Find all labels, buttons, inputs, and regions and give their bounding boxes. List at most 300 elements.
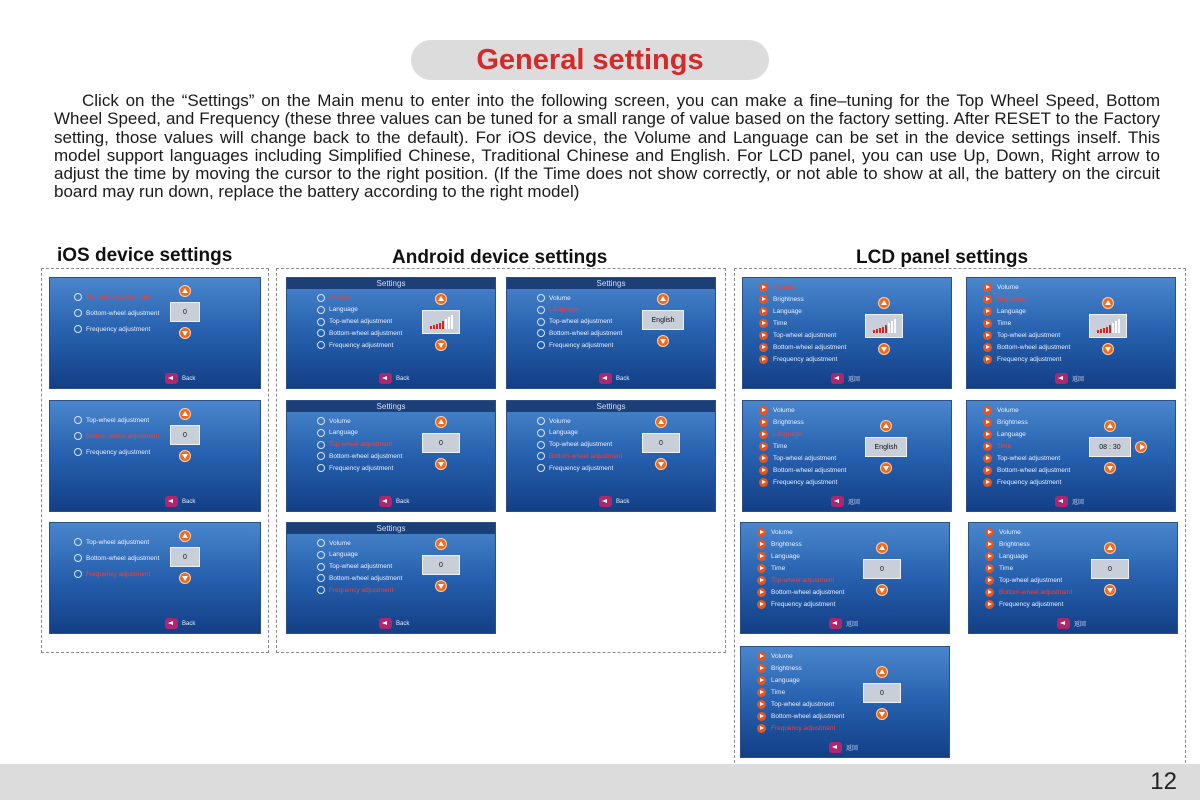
menu-item[interactable]	[983, 406, 1019, 415]
menu-item[interactable]	[759, 319, 787, 328]
settings-screen	[966, 400, 1176, 512]
back-icon	[165, 373, 178, 384]
value-display	[1089, 314, 1127, 338]
menu-item[interactable]	[759, 454, 836, 463]
menu-item[interactable]	[757, 688, 785, 697]
back-button[interactable]	[379, 373, 409, 384]
orange-bullet-icon	[983, 442, 992, 451]
down-arrow-icon[interactable]	[179, 327, 191, 339]
settings-screen	[286, 400, 496, 512]
back-icon	[379, 618, 392, 629]
menu-item[interactable]	[983, 295, 1028, 304]
orange-bullet-icon	[757, 724, 766, 733]
orange-bullet-icon	[759, 319, 768, 328]
android-section-title: Android device settings	[392, 247, 608, 268]
back-label: 返回	[1072, 377, 1085, 383]
back-button[interactable]	[165, 618, 195, 629]
down-arrow-icon[interactable]	[657, 335, 669, 347]
menu-item[interactable]	[983, 331, 1060, 340]
orange-bullet-icon	[759, 418, 768, 427]
orange-bullet-icon	[985, 528, 994, 537]
menu-item[interactable]	[317, 329, 402, 337]
title-banner	[411, 40, 769, 80]
menu-item[interactable]	[757, 652, 793, 661]
menu-item-label: Bottom-wheel adjustment	[771, 713, 845, 720]
menu-item[interactable]	[757, 712, 844, 721]
up-arrow-icon[interactable]	[435, 538, 447, 550]
back-label: Back	[182, 375, 196, 382]
value-display	[422, 310, 460, 334]
orange-bullet-icon	[757, 552, 766, 561]
menu-item-label: Frequency adjustment	[549, 341, 614, 349]
menu-item[interactable]	[757, 700, 834, 709]
menu-item[interactable]	[757, 576, 834, 585]
menu-item-label: Time	[999, 565, 1014, 572]
value-text: 0	[183, 553, 187, 561]
value-text: 0	[880, 565, 884, 573]
menu-item-label: Bottom-wheel adjustment	[329, 329, 403, 337]
setting-icon	[317, 539, 325, 547]
setting-icon	[74, 293, 82, 301]
menu-item-label: Top-wheel adjustment	[329, 318, 393, 326]
menu-item[interactable]	[537, 417, 571, 425]
menu-item[interactable]	[983, 343, 1070, 352]
menu-item-label: Bottom-wheel adjustment	[86, 554, 160, 562]
menu-item[interactable]	[74, 570, 150, 578]
orange-bullet-icon	[757, 528, 766, 537]
value-display	[865, 437, 907, 457]
settings-screen	[966, 277, 1176, 389]
settings-screen	[742, 400, 952, 512]
orange-bullet-icon	[759, 430, 768, 439]
back-button[interactable]	[831, 496, 860, 507]
menu-item-label: Volume	[771, 653, 793, 660]
menu-item[interactable]	[983, 307, 1026, 316]
value-display	[422, 433, 460, 453]
menu-item-label: Top-wheel adjustment	[771, 701, 835, 708]
back-label: 返回	[1072, 500, 1085, 506]
menu-item[interactable]	[74, 293, 149, 301]
menu-item[interactable]	[985, 540, 1030, 549]
menu-item[interactable]	[983, 319, 1011, 328]
menu-item-label: Bottom-wheel adjustment	[329, 452, 403, 460]
menu-item-label: Top-wheel adjustment	[86, 538, 150, 546]
menu-item-label: Frequency adjustment	[997, 479, 1062, 486]
menu-item-label: Brightness	[771, 541, 802, 548]
orange-bullet-icon	[757, 700, 766, 709]
orange-bullet-icon	[983, 355, 992, 364]
menu-item[interactable]	[757, 664, 802, 673]
orange-bullet-icon	[757, 540, 766, 549]
menu-item-label: Volume	[773, 407, 795, 414]
down-arrow-icon[interactable]	[1102, 343, 1114, 355]
setting-icon	[317, 341, 325, 349]
menu-item[interactable]	[759, 283, 795, 292]
menu-item-label: Volume	[997, 284, 1019, 291]
menu-item[interactable]	[759, 466, 846, 475]
menu-item-label: Bottom-wheel adjustment	[773, 344, 847, 351]
settings-screen	[49, 522, 261, 634]
up-arrow-icon[interactable]	[657, 293, 669, 305]
orange-bullet-icon	[985, 588, 994, 597]
down-arrow-icon[interactable]	[435, 580, 447, 592]
menu-item-label: Top-wheel adjustment	[773, 455, 837, 462]
menu-item[interactable]	[759, 430, 802, 439]
menu-item-label: Language	[997, 431, 1026, 438]
menu-item-label: Top-wheel adjustment	[549, 441, 613, 449]
menu-item[interactable]	[757, 676, 800, 685]
menu-item-label: Brightness	[773, 419, 804, 426]
menu-item-label: Language	[549, 306, 578, 314]
orange-bullet-icon	[759, 406, 768, 415]
menu-item[interactable]	[317, 452, 402, 460]
value-display	[642, 310, 684, 330]
menu-item[interactable]	[317, 341, 393, 349]
menu-item[interactable]	[757, 528, 793, 537]
orange-bullet-icon	[759, 343, 768, 352]
setting-icon	[317, 563, 325, 571]
settings-screen	[286, 522, 496, 634]
menu-item-label: Top-wheel adjustment	[997, 332, 1061, 339]
menu-item-label: Brightness	[997, 419, 1028, 426]
up-arrow-icon[interactable]	[655, 416, 667, 428]
volume-bars-icon	[873, 319, 896, 333]
orange-bullet-icon	[983, 343, 992, 352]
orange-bullet-icon	[757, 676, 766, 685]
back-button[interactable]	[829, 618, 858, 629]
back-label: Back	[616, 498, 630, 505]
back-icon	[379, 373, 392, 384]
menu-item[interactable]	[537, 452, 622, 460]
back-button[interactable]	[379, 496, 409, 507]
menu-item-label: Bottom-wheel adjustment	[997, 344, 1071, 351]
down-arrow-icon[interactable]	[655, 458, 667, 470]
menu-item-label: Volume	[329, 417, 351, 425]
setting-icon	[537, 464, 545, 472]
up-arrow-icon[interactable]	[876, 666, 888, 678]
orange-bullet-icon	[757, 576, 766, 585]
setting-icon	[317, 329, 325, 337]
menu-item-label: Top-wheel adjustment	[997, 455, 1061, 462]
menu-item-label: Language	[771, 553, 800, 560]
menu-item[interactable]	[985, 576, 1062, 585]
menu-item[interactable]	[759, 295, 804, 304]
setting-icon	[537, 329, 545, 337]
right-arrow-icon[interactable]	[1135, 441, 1147, 453]
menu-item[interactable]	[537, 441, 612, 449]
menu-item[interactable]	[983, 418, 1028, 427]
back-label: Back	[182, 620, 196, 627]
menu-item-label: Top-wheel adjustment	[86, 416, 150, 424]
menu-item[interactable]	[537, 329, 622, 337]
value-display	[170, 547, 200, 567]
down-arrow-icon[interactable]	[880, 462, 892, 474]
menu-item[interactable]	[983, 430, 1026, 439]
menu-item-label: Top-wheel adjustment	[771, 577, 835, 584]
orange-bullet-icon	[759, 466, 768, 475]
setting-icon	[74, 325, 82, 333]
settings-screen	[506, 400, 716, 512]
up-arrow-icon[interactable]	[179, 285, 191, 297]
setting-icon	[317, 586, 325, 594]
intro-paragraph: Click on the “Settings” on the Main menu to enter into the following screen, you can make a fine–tuning for the Top Wheel Speed, Bottom Wheel Speed, and Frequency (these three values can be tuned for a small range of value based on the factory setting. After RESET to the Factory setting, those values will change back to the default). For iOS device, the Volume and Language can be set in the device settings inself. This model support languages including Simplified Chinese, Traditional Chinese and English. For LCD panel, you can use Up, Down, Right arrow to adjust the time by moving the cursor to the right position. (If the Time does not show correctly, or not able to show at all, the battery on the circuit board may run down, replace the battery according to the right model)	[54, 91, 1160, 202]
orange-bullet-icon	[757, 588, 766, 597]
menu-item[interactable]	[537, 429, 578, 437]
menu-item-label: Bottom-wheel adjustment	[773, 467, 847, 474]
menu-item[interactable]	[757, 540, 802, 549]
menu-item[interactable]	[317, 464, 393, 472]
back-button[interactable]	[1057, 618, 1086, 629]
orange-bullet-icon	[983, 466, 992, 475]
back-label: 返回	[846, 746, 859, 752]
screen-header: Settings	[287, 523, 495, 534]
menu-item[interactable]	[317, 318, 392, 326]
menu-item[interactable]	[985, 564, 1013, 573]
up-arrow-icon[interactable]	[1104, 420, 1116, 432]
settings-screen	[286, 277, 496, 389]
menu-item[interactable]	[985, 528, 1021, 537]
orange-bullet-icon	[983, 307, 992, 316]
menu-item-label: Language	[329, 429, 358, 437]
menu-item-label: Frequency adjustment	[329, 586, 394, 594]
back-icon	[829, 742, 842, 753]
menu-item-label: Time	[773, 443, 788, 450]
back-button[interactable]	[165, 373, 195, 384]
menu-item[interactable]	[985, 588, 1072, 597]
orange-bullet-icon	[759, 442, 768, 451]
up-arrow-icon[interactable]	[880, 420, 892, 432]
back-label: Back	[616, 375, 630, 382]
back-button[interactable]	[1055, 373, 1084, 384]
down-arrow-icon[interactable]	[876, 708, 888, 720]
menu-item[interactable]	[983, 466, 1070, 475]
orange-bullet-icon	[983, 430, 992, 439]
menu-item[interactable]	[74, 309, 159, 317]
orange-bullet-icon	[757, 652, 766, 661]
down-arrow-icon[interactable]	[435, 458, 447, 470]
menu-item[interactable]	[983, 283, 1019, 292]
menu-item[interactable]	[983, 442, 1011, 451]
back-label: Back	[182, 498, 196, 505]
menu-item[interactable]	[757, 600, 835, 609]
orange-bullet-icon	[759, 478, 768, 487]
setting-icon	[74, 448, 82, 456]
menu-item-label: Time	[773, 320, 788, 327]
setting-icon	[317, 574, 325, 582]
setting-icon	[537, 429, 545, 437]
back-icon	[165, 496, 178, 507]
up-arrow-icon[interactable]	[1102, 297, 1114, 309]
menu-item[interactable]	[757, 588, 844, 597]
back-icon	[1055, 496, 1068, 507]
menu-item[interactable]	[759, 406, 795, 415]
menu-item[interactable]	[985, 600, 1063, 609]
down-arrow-icon[interactable]	[435, 339, 447, 351]
up-arrow-icon[interactable]	[876, 542, 888, 554]
up-arrow-icon[interactable]	[435, 416, 447, 428]
menu-item[interactable]	[759, 418, 804, 427]
settings-screen	[49, 400, 261, 512]
menu-item-label: Volume	[771, 529, 793, 536]
menu-item-label: Volume	[329, 294, 351, 302]
back-button[interactable]	[599, 373, 629, 384]
orange-bullet-icon	[985, 576, 994, 585]
menu-item[interactable]	[317, 306, 358, 314]
value-display	[863, 559, 901, 579]
menu-item[interactable]	[757, 564, 785, 573]
menu-item-label: Frequency adjustment	[86, 448, 151, 456]
setting-icon	[537, 318, 545, 326]
menu-item-label: Top-wheel adjustment	[999, 577, 1063, 584]
menu-item[interactable]	[759, 442, 787, 451]
back-button[interactable]	[165, 496, 195, 507]
setting-icon	[317, 417, 325, 425]
menu-item[interactable]	[317, 441, 392, 449]
menu-item[interactable]	[759, 343, 846, 352]
menu-item[interactable]	[983, 355, 1061, 364]
orange-bullet-icon	[983, 478, 992, 487]
back-icon	[379, 496, 392, 507]
down-arrow-icon[interactable]	[179, 572, 191, 584]
menu-item-label: Time	[997, 443, 1012, 450]
menu-item[interactable]	[317, 586, 393, 594]
menu-item-label: Brightness	[999, 541, 1030, 548]
orange-bullet-icon	[983, 418, 992, 427]
back-label: 返回	[1074, 622, 1087, 628]
menu-item-label: Language	[771, 677, 800, 684]
menu-item[interactable]	[983, 478, 1061, 487]
orange-bullet-icon	[759, 295, 768, 304]
menu-item[interactable]	[537, 464, 613, 472]
menu-item-label: Time	[771, 565, 786, 572]
menu-item-label: Volume	[997, 407, 1019, 414]
settings-screen	[49, 277, 261, 389]
setting-icon	[317, 318, 325, 326]
menu-item-label: Frequency adjustment	[329, 341, 394, 349]
menu-item[interactable]	[537, 318, 612, 326]
menu-item-label: Time	[997, 320, 1012, 327]
menu-item[interactable]	[74, 325, 150, 333]
value-display	[1091, 559, 1129, 579]
menu-item-label: Bottom-wheel adjustment	[549, 329, 623, 337]
orange-bullet-icon	[757, 664, 766, 673]
screen-header: Settings	[287, 278, 495, 289]
back-button[interactable]	[829, 742, 858, 753]
value-text: 0	[183, 308, 187, 316]
setting-icon	[537, 452, 545, 460]
settings-screen	[740, 522, 950, 634]
setting-icon	[317, 306, 325, 314]
value-display	[422, 555, 460, 575]
orange-bullet-icon	[983, 406, 992, 415]
menu-item[interactable]	[317, 417, 351, 425]
menu-item[interactable]	[317, 429, 358, 437]
down-arrow-icon[interactable]	[876, 584, 888, 596]
menu-item[interactable]	[759, 331, 836, 340]
menu-item[interactable]	[317, 539, 351, 547]
page-number: 12	[1150, 768, 1177, 795]
setting-icon	[317, 464, 325, 472]
menu-item[interactable]	[757, 724, 835, 733]
up-arrow-icon[interactable]	[1104, 542, 1116, 554]
down-arrow-icon[interactable]	[179, 450, 191, 462]
menu-item[interactable]	[74, 432, 159, 440]
up-arrow-icon[interactable]	[179, 530, 191, 542]
menu-item-label: Volume	[329, 539, 351, 547]
menu-item[interactable]	[759, 478, 837, 487]
setting-icon	[74, 309, 82, 317]
orange-bullet-icon	[757, 712, 766, 721]
back-button[interactable]	[379, 618, 409, 629]
menu-item[interactable]	[317, 563, 392, 571]
setting-icon	[74, 416, 82, 424]
down-arrow-icon[interactable]	[1104, 584, 1116, 596]
menu-item[interactable]	[985, 552, 1028, 561]
orange-bullet-icon	[983, 283, 992, 292]
back-icon	[599, 496, 612, 507]
menu-item-label: Language	[329, 551, 358, 559]
menu-item[interactable]	[537, 294, 571, 302]
value-display	[170, 425, 200, 445]
down-arrow-icon[interactable]	[1104, 462, 1116, 474]
orange-bullet-icon	[757, 564, 766, 573]
back-button[interactable]	[599, 496, 629, 507]
screen-header: Settings	[507, 401, 715, 412]
menu-item-label: Top-wheel adjustment	[773, 332, 837, 339]
menu-item[interactable]	[317, 294, 351, 302]
value-display	[863, 683, 901, 703]
menu-item[interactable]	[759, 307, 802, 316]
menu-item[interactable]	[537, 306, 578, 314]
value-text: 0	[183, 431, 187, 439]
menu-item[interactable]	[983, 454, 1060, 463]
back-label: 返回	[848, 500, 861, 506]
setting-icon	[317, 441, 325, 449]
menu-item[interactable]	[317, 551, 358, 559]
value-text: 0	[439, 561, 443, 569]
menu-item-label: Language	[549, 429, 578, 437]
up-arrow-icon[interactable]	[878, 297, 890, 309]
menu-item[interactable]	[317, 574, 402, 582]
menu-item[interactable]	[74, 538, 149, 546]
menu-item[interactable]	[759, 355, 837, 364]
back-button[interactable]	[831, 373, 860, 384]
value-display	[1089, 437, 1131, 457]
menu-item[interactable]	[537, 341, 613, 349]
menu-item[interactable]	[74, 554, 159, 562]
down-arrow-icon[interactable]	[878, 343, 890, 355]
value-display	[865, 314, 903, 338]
orange-bullet-icon	[983, 319, 992, 328]
back-button[interactable]	[1055, 496, 1084, 507]
menu-item[interactable]	[74, 448, 150, 456]
menu-item[interactable]	[74, 416, 149, 424]
orange-bullet-icon	[985, 600, 994, 609]
volume-bars-icon	[1097, 319, 1120, 333]
up-arrow-icon[interactable]	[435, 293, 447, 305]
orange-bullet-icon	[985, 564, 994, 573]
menu-item[interactable]	[757, 552, 800, 561]
up-arrow-icon[interactable]	[179, 408, 191, 420]
setting-icon	[74, 554, 82, 562]
menu-item-label: Frequency adjustment	[86, 325, 151, 333]
menu-item-label: Bottom-wheel adjustment	[771, 589, 845, 596]
menu-item-label: Frequency adjustment	[771, 725, 836, 732]
menu-item-label: Top-wheel adjustment	[329, 563, 393, 571]
ios-section-title: iOS device settings	[57, 245, 233, 266]
orange-bullet-icon	[759, 283, 768, 292]
menu-item-label: Bottom-wheel adjustment	[86, 432, 160, 440]
